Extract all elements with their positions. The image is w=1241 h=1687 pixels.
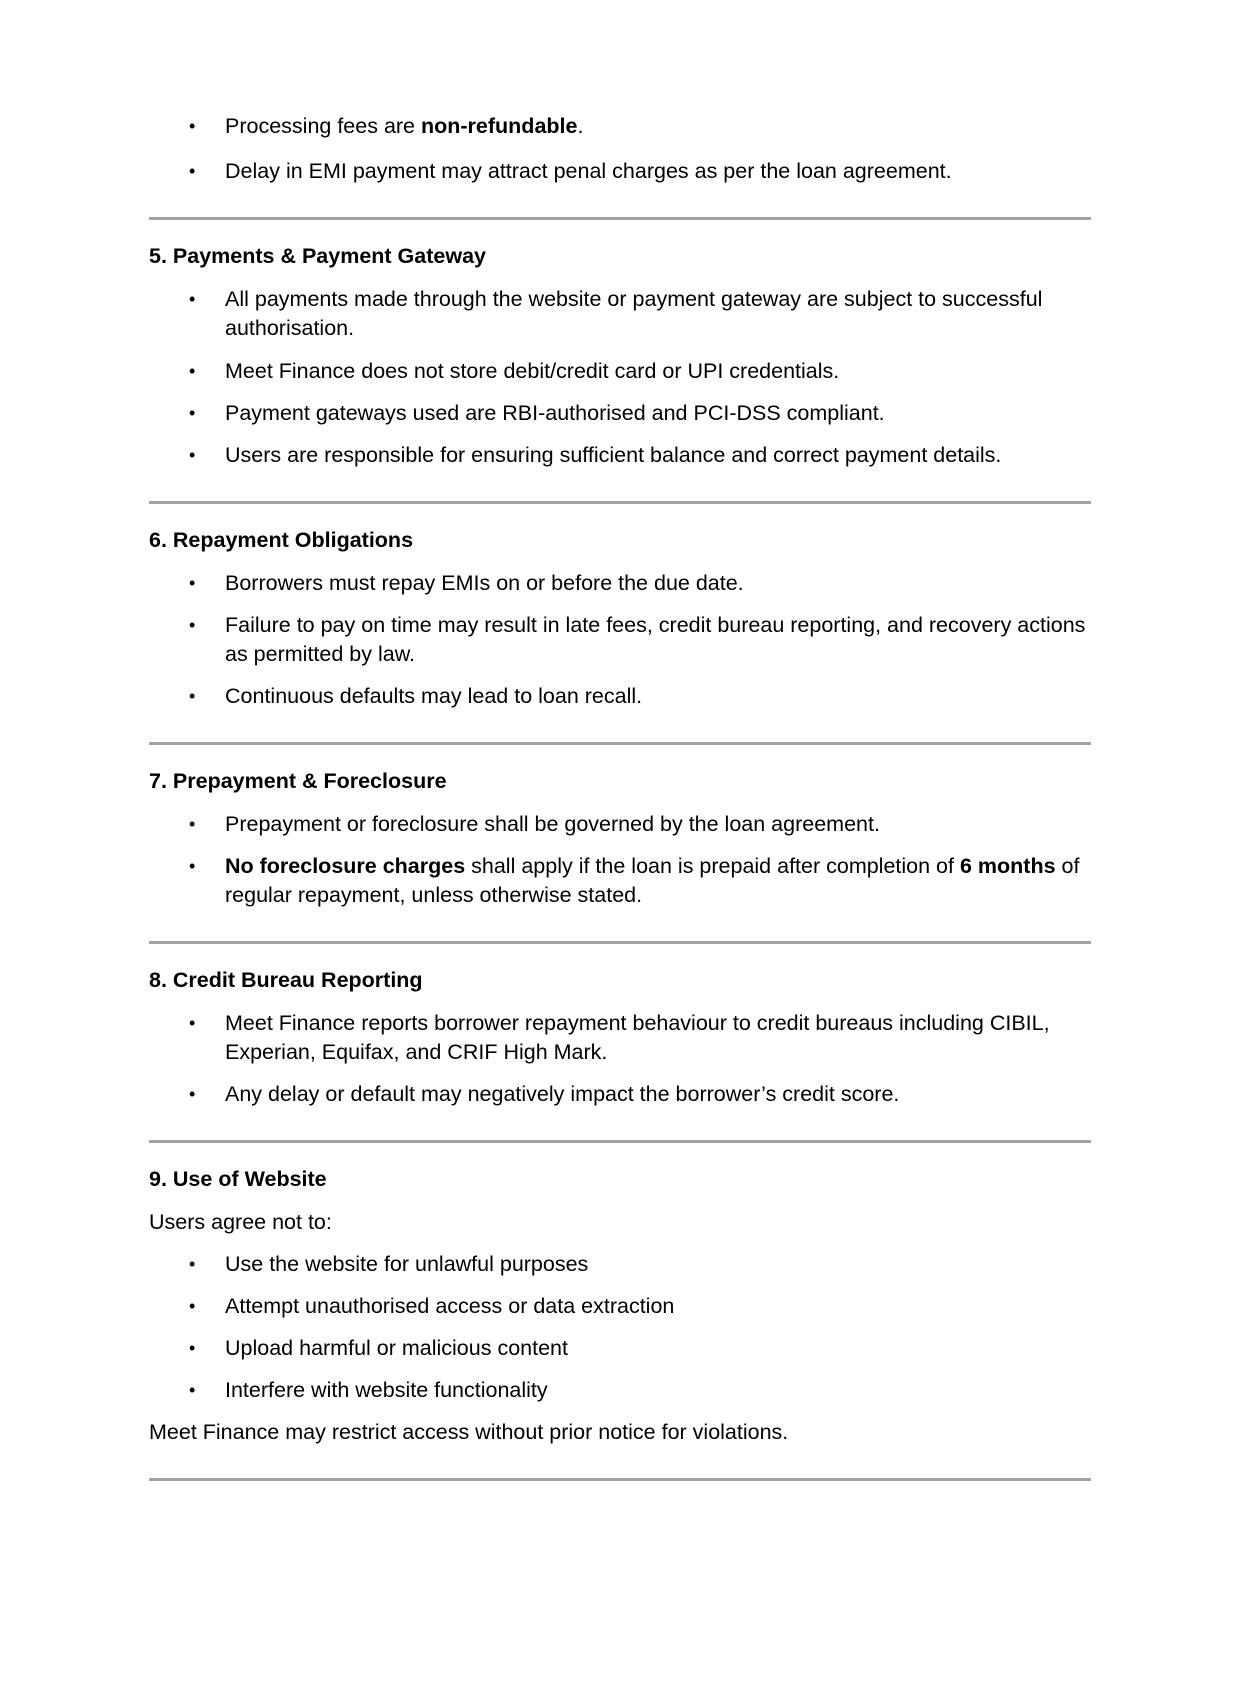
list-item: • Users are responsible for ensuring sufficient balance and correct payment details. (149, 441, 1091, 470)
bullet-icon: • (189, 361, 196, 381)
bold-text: non-refundable (421, 114, 578, 138)
list-item: • Use the website for unlawful purposes (149, 1250, 1091, 1279)
bullet-icon: • (189, 615, 196, 635)
bullet-icon: • (189, 856, 196, 876)
list-item: • Upload harmful or malicious content (149, 1334, 1091, 1363)
section-list (149, 1009, 1091, 1109)
section-list (149, 285, 1091, 470)
section-divider (149, 217, 1091, 220)
section-payments (149, 242, 1091, 470)
bullet-icon: • (189, 1084, 196, 1104)
section-divider (149, 941, 1091, 944)
section-list (149, 569, 1091, 711)
bullet-icon: • (189, 1338, 196, 1358)
list-item: • Failure to pay on time may result in late fees, credit bureau reporting, and recovery actions as permitted by law. (189, 613, 1086, 666)
section-divider (149, 501, 1091, 504)
bullet-icon: • (189, 403, 196, 423)
list-item: • Borrowers must repay EMIs on or before the due date. (149, 569, 1091, 598)
bullet-icon: • (189, 161, 196, 181)
list-item: • Meet Finance reports borrower repayment behaviour to credit bureaus including CIBIL, Experian, Equifax, and CRIF High Mark. (189, 1011, 1050, 1064)
section-heading: 5. Payments & Payment Gateway (149, 244, 486, 268)
section-list (149, 1250, 1091, 1405)
section-use-of-website (149, 1165, 1091, 1447)
section-heading: 7. Prepayment & Foreclosure (149, 769, 447, 793)
list-item: • Interfere with website functionality (149, 1376, 1091, 1405)
bullet-icon: • (189, 445, 196, 465)
list-item: • Delay in EMI payment may attract penal charges as per the loan agreement. (149, 157, 1091, 186)
list-item: • No foreclosure charges shall apply if the loan is prepaid after completion of 6 months of regular repayment, unless otherwise stated. (189, 854, 1080, 907)
bold-text: No foreclosure charges (225, 854, 466, 878)
bold-text: 6 months (959, 854, 1056, 878)
section-closing: Meet Finance may restrict access without prior notice for violations. (149, 1420, 789, 1444)
bullet-icon: • (189, 573, 196, 593)
list-item: • Attempt unauthorised access or data extraction (149, 1292, 1091, 1321)
list-item: • Any delay or default may negatively impact the borrower’s credit score. (149, 1080, 1091, 1109)
bullet-icon: • (189, 289, 196, 309)
section-heading: 6. Repayment Obligations (149, 528, 414, 552)
list-item: • All payments made through the website or payment gateway are subject to successful authorisation. (189, 287, 1043, 340)
section-list (149, 810, 1091, 910)
bullet-icon: • (189, 1013, 196, 1033)
bullet-icon: • (189, 1380, 196, 1400)
list-item: • Meet Finance does not store debit/credit card or UPI credentials. (149, 357, 1091, 386)
section-credit-bureau (149, 966, 1091, 1109)
section-heading: 9. Use of Website (149, 1167, 327, 1191)
list-item: • Prepayment or foreclosure shall be governed by the loan agreement. (149, 810, 1091, 839)
document-page (149, 112, 1091, 1481)
section-divider (149, 1140, 1091, 1143)
section-prepayment (149, 767, 1091, 910)
section-intro: Users agree not to: (149, 1210, 332, 1234)
intro-list (149, 112, 1091, 186)
section-divider (149, 742, 1091, 745)
section-divider (149, 1478, 1091, 1481)
bullet-icon: • (189, 1254, 196, 1274)
bullet-icon: • (189, 116, 196, 136)
list-item: • Payment gateways used are RBI-authorised and PCI-DSS compliant. (149, 399, 1091, 428)
bullet-icon: • (189, 686, 196, 706)
list-item: • Continuous defaults may lead to loan recall. (149, 682, 1091, 711)
section-repayment (149, 526, 1091, 711)
list-item: • Processing fees are non-refundable. (149, 112, 1091, 141)
section-heading: 8. Credit Bureau Reporting (149, 968, 423, 992)
bullet-icon: • (189, 814, 196, 834)
bullet-icon: • (189, 1296, 196, 1316)
